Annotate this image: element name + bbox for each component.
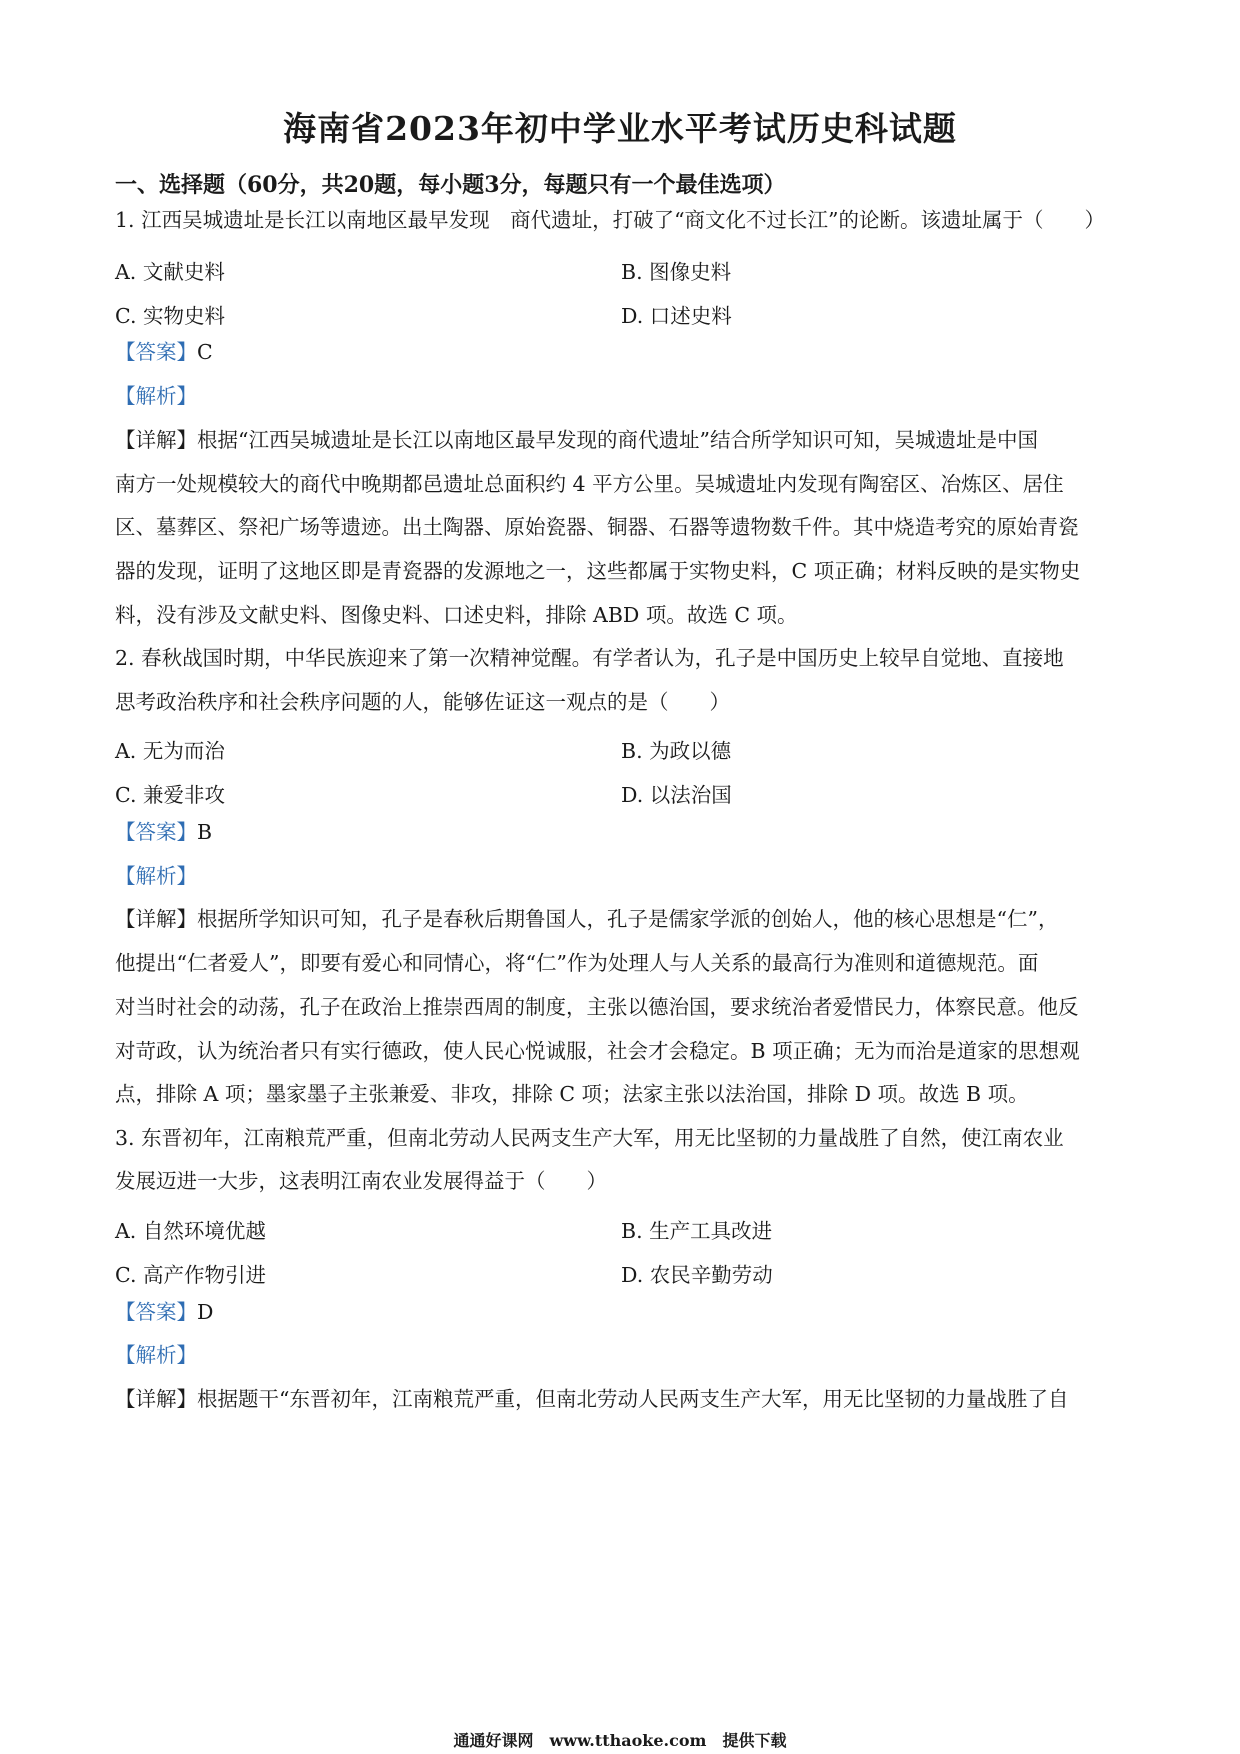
question-1-option-c: C. 实物史料: [115, 304, 225, 328]
detail-text: 根据题干“东晋初年，江南粮荒严重，但南北劳动人民两支生产大军，用无比坚韧的力量战胜了自: [197, 1387, 1069, 1411]
detail-tag: 【详解】: [115, 428, 197, 452]
detail-text: 根据所学知识可知，孔子是春秋后期鲁国人，孔子是儒家学派的创始人，他的核心思想是“仁”，: [197, 907, 1059, 931]
question-1-detail-line: 区、墓葬区、祭祀广场等遗迹。出土陶器、原始瓷器、铜器、石器等遗物数千件。其中烧造考究的原始青瓷: [115, 515, 1079, 539]
question-3-option-b: B. 生产工具改进: [621, 1219, 773, 1243]
question-3-stem: 3. 东晋初年，江南粮荒严重，但南北劳动人民两支生产大军，用无比坚韧的力量战胜了自然，使江南农业: [115, 1126, 1064, 1150]
question-2-analysis: [115, 866, 197, 887]
answer-tag: 【答案】: [115, 820, 197, 844]
question-2-detail-line: 对苛政，认为统治者只有实行德政，使人民心悦诚服，社会才会稳定。B 项正确；无为而治是道家的思想观: [115, 1039, 1080, 1063]
question-3-answer: [115, 1302, 213, 1323]
detail-tag: 【详解】: [115, 1387, 197, 1411]
question-2-stem: 思考政治秩序和社会秩序问题的人，能够佐证这一观点的是（ ）: [115, 690, 730, 714]
question-2-detail-line: 点，排除 A 项；墨家墨子主张兼爱、非攻，排除 C 项；法家主张以法治国，排除 D 项。故选 B 项。: [115, 1082, 1029, 1106]
page-footer: 通通好课网 www.tthaoke.com 提供下载: [453, 1731, 787, 1750]
question-2-detail-line: 对当时社会的动荡，孔子在政治上推崇西周的制度，主张以德治国，要求统治者爱惜民力，体察民意。他反: [115, 995, 1079, 1019]
question-1-detail-line: 器的发现，证明了这地区即是青瓷器的发源地之一，这些都属于实物史料，C 项正确；材料反映的是实物史: [115, 559, 1081, 583]
question-2-option-a: A. 无为而治: [115, 739, 225, 763]
question-1-detail-line: 南方一处规模较大的商代中晚期都邑遗址总面积约 4 平方公里。吴城遗址内发现有陶窑区、冶炼区、居住: [115, 472, 1064, 496]
answer-tag: 【答案】: [115, 340, 197, 364]
question-1-analysis: [115, 386, 197, 407]
analysis-tag: 【解析】: [115, 864, 197, 888]
page-title: 海南省2023年初中学业水平考试历史科试题: [283, 109, 957, 148]
question-2-answer: [115, 822, 212, 843]
question-2-stem: 2. 春秋战国时期，中华民族迎来了第一次精神觉醒。有学者认为，孔子是中国历史上较早自觉地、直接地: [115, 646, 1064, 670]
answer-tag: 【答案】: [115, 1300, 197, 1324]
question-2-detail-line: [115, 909, 1058, 930]
answer-value: D: [197, 1300, 214, 1324]
question-3-analysis: [115, 1345, 197, 1366]
question-2-option-b: B. 为政以德: [621, 739, 732, 763]
analysis-tag: 【解析】: [115, 1343, 197, 1367]
question-1-option-d: D. 口述史料: [621, 304, 732, 328]
question-3-stem: 发展迈进一大步，这表明江南农业发展得益于（ ）: [115, 1169, 607, 1193]
question-1-option-b: B. 图像史料: [621, 260, 732, 284]
question-2-detail-line: 他提出“仁者爱人”，即要有爱心和同情心，将“仁”作为处理人与人关系的最高行为准则和道德规范。面: [115, 951, 1039, 975]
question-2-option-c: C. 兼爱非攻: [115, 783, 225, 807]
question-3-detail-line: [115, 1389, 1068, 1410]
detail-tag: 【详解】: [115, 907, 197, 931]
question-3-option-d: D. 农民辛勤劳动: [621, 1263, 773, 1287]
answer-value: C: [197, 340, 213, 364]
detail-text: 根据“江西吴城遗址是长江以南地区最早发现的商代遗址”结合所学知识可知，吴城遗址是中国: [197, 428, 1038, 452]
question-1-detail-line: [115, 430, 1038, 451]
question-1-stem: 1. 江西吴城遗址是长江以南地区最早发现 商代遗址，打破了“商文化不过长江”的论断。该遗址属于（ ）: [115, 208, 1106, 232]
question-2-option-d: D. 以法治国: [621, 783, 732, 807]
question-1-answer: [115, 342, 213, 363]
question-3-option-c: C. 高产作物引进: [115, 1263, 266, 1287]
question-1-detail-line: 料，没有涉及文献史料、图像史料、口述史料，排除 ABD 项。故选 C 项。: [115, 603, 798, 627]
analysis-tag: 【解析】: [115, 384, 197, 408]
question-3-option-a: A. 自然环境优越: [115, 1219, 266, 1243]
section-heading: 一、选择题（60分，共20题，每小题3分，每题只有一个最佳选项）: [115, 172, 786, 198]
question-1-option-a: A. 文献史料: [115, 260, 225, 284]
answer-value: B: [197, 820, 213, 844]
